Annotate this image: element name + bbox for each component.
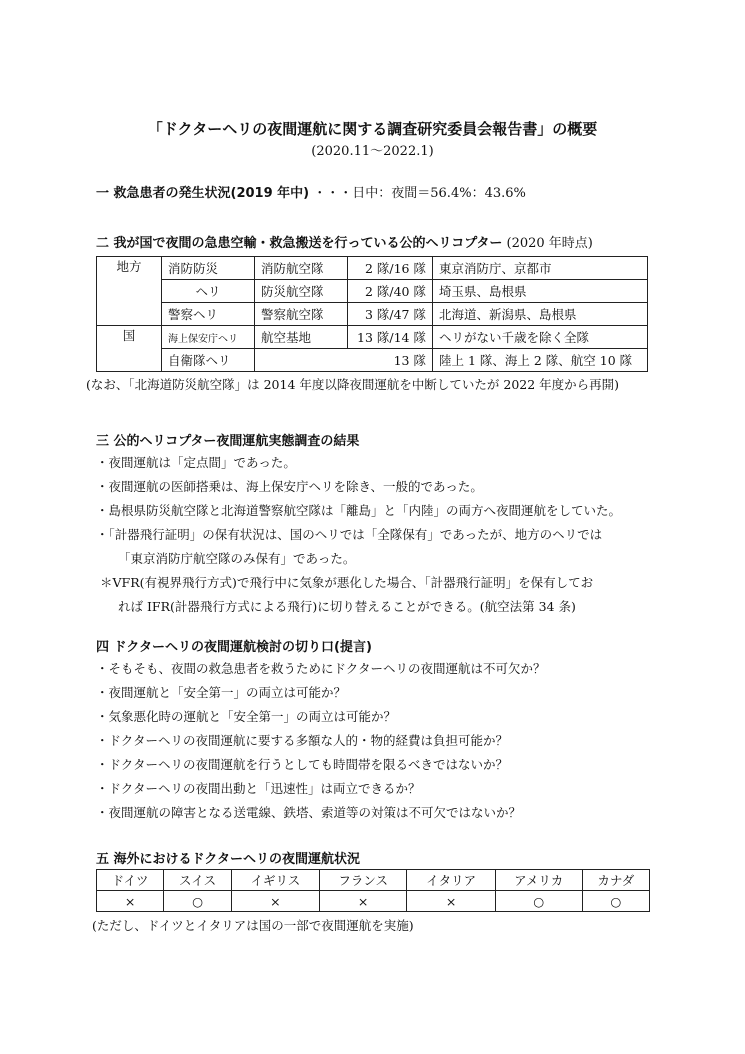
table-cell: 3 隊/47 隊	[348, 303, 433, 326]
section-1	[96, 182, 526, 201]
table-cell: 消防航空隊	[255, 257, 348, 280]
mark-cell: ×	[319, 891, 407, 912]
country-cell: イタリア	[407, 870, 495, 891]
table-cell: 13 隊	[348, 349, 433, 372]
table-cell: 国	[97, 326, 162, 372]
section-2	[96, 232, 593, 251]
mark-cell: ○	[495, 891, 582, 912]
section-4	[96, 636, 372, 655]
section-4-line: ・夜間運航と「安全第一」の両立は可能か？	[96, 685, 347, 700]
mark-cell: ○	[164, 891, 232, 912]
table-cell: 自衛隊ヘリ	[162, 349, 255, 372]
country-cell: スイス	[164, 870, 232, 891]
section-4-line: ・ドクターヘリの夜間運航に要する多額な人的・物的経費は負担可能か？	[96, 733, 509, 748]
section-4-line: ・ドクターヘリの夜間出動と「迅速性」は両立できるか？	[96, 781, 421, 796]
table-cell: 13 隊/14 隊	[348, 326, 433, 349]
section-3-line: ・「計器飛行証明」の保有状況は、国のヘリでは「全隊保有」であったが、地方のヘリでは	[96, 527, 603, 542]
section-1-text: ・・・日中：夜間＝56.4%：43.6%	[313, 186, 526, 201]
section-3-line: ・夜間運航の医師搭乗は、海上保安庁ヘリを除き、一般的であった。	[96, 479, 483, 494]
table-cell: 消防防災	[162, 257, 255, 280]
section-2-note: (なお、「北海道防災航空隊」は 2014 年度以降夜間運航を中断していたが 2022 年度から再開)	[86, 377, 620, 392]
section-3-line: ・島根県防災航空隊と北海道警察航空隊は「離島」と「内陸」の両方へ夜間運航をしていた。	[96, 503, 622, 518]
section-3-line: 「東京消防庁航空隊のみ保有」であった。	[118, 551, 356, 566]
table-cell: 海上保安庁ヘリ	[162, 326, 255, 349]
section-3-line: れば IFR(計器飛行方式による飛行)に切り替えることができる。(航空法第 34 条)	[118, 599, 576, 614]
table-cell: 埼玉県、島根県	[433, 280, 648, 303]
table-row	[97, 280, 648, 303]
country-cell: カナダ	[582, 870, 649, 891]
section-3-line: ・夜間運航は「定点間」であった。	[96, 455, 296, 470]
section-5-note: (ただし、ドイツとイタリアは国の一部で夜間運航を実施)	[92, 918, 414, 933]
table-cell: 2 隊/16 隊	[348, 257, 433, 280]
table-cell: ヘリがない千歳を除く全隊	[433, 326, 648, 349]
section-4-line: ・ドクターヘリの夜間運航を行うとしても時間帯を限るべきではないか？	[96, 757, 509, 772]
document-period: (2020.11〜2022.1)	[311, 144, 434, 159]
section-3-heading: 三 公的ヘリコプター夜間運航実態調査の結果	[96, 434, 360, 449]
mark-cell: ×	[97, 891, 164, 912]
section-4-line: ・夜間運航の障害となる送電線、鉄塔、索道等の対策は不可欠ではないか？	[96, 805, 522, 820]
table-row	[97, 870, 650, 891]
table-row	[97, 257, 648, 280]
section-2-heading: 二 我が国で夜間の急患空輸・救急搬送を行っている公的ヘリコプター	[96, 236, 503, 251]
table-cell: 地方	[97, 257, 162, 326]
country-cell: フランス	[319, 870, 407, 891]
section-4-line: ・そもそも、夜間の救急患者を救うためにドクターヘリの夜間運航は不可欠か？	[96, 661, 546, 676]
section-4-line: ・気象悪化時の運航と「安全第一」の両立は可能か？	[96, 709, 397, 724]
overseas-table	[96, 869, 650, 912]
mark-cell: ○	[582, 891, 649, 912]
table-cell: 東京消防庁、京都市	[433, 257, 648, 280]
section-2-suffix: (2020 年時点)	[506, 236, 593, 251]
table-cell: 警察航空隊	[255, 303, 348, 326]
table-cell: 陸上 1 隊、海上 2 隊、航空 10 隊	[433, 349, 648, 372]
table-row	[97, 891, 650, 912]
section-3-line: ＊VFR(有視界飛行方式)で飛行中に気象が悪化した場合、「計器飛行証明」を保有してお	[100, 575, 594, 590]
document-title: 「ドクターヘリの夜間運航に関する調査研究委員会報告書」の概要	[147, 120, 598, 138]
table-cell: 北海道、新潟県、島根県	[433, 303, 648, 326]
table-cell: 防災航空隊	[255, 280, 348, 303]
section-4-heading: 四 ドクターヘリの夜間運航検討の切り口(提言)	[96, 640, 372, 655]
section-5-heading: 五 海外におけるドクターヘリの夜間運航状況	[96, 852, 361, 867]
table-cell: 警察ヘリ	[162, 303, 255, 326]
table-row	[97, 326, 648, 349]
country-cell: ドイツ	[97, 870, 164, 891]
section-3	[96, 430, 359, 449]
table-cell: 航空基地	[255, 326, 348, 349]
table-cell: ヘリ	[162, 280, 255, 303]
table-cell: 2 隊/40 隊	[348, 280, 433, 303]
mark-cell: ×	[407, 891, 495, 912]
helicopter-table	[96, 256, 648, 372]
section-1-heading: 一 救急患者の発生状況(2019 年中)	[96, 186, 310, 201]
country-cell: イギリス	[231, 870, 319, 891]
country-cell: アメリカ	[495, 870, 582, 891]
table-cell	[255, 349, 348, 372]
table-row	[97, 349, 648, 372]
table-row	[97, 303, 648, 326]
mark-cell: ×	[231, 891, 319, 912]
section-5	[96, 848, 360, 867]
